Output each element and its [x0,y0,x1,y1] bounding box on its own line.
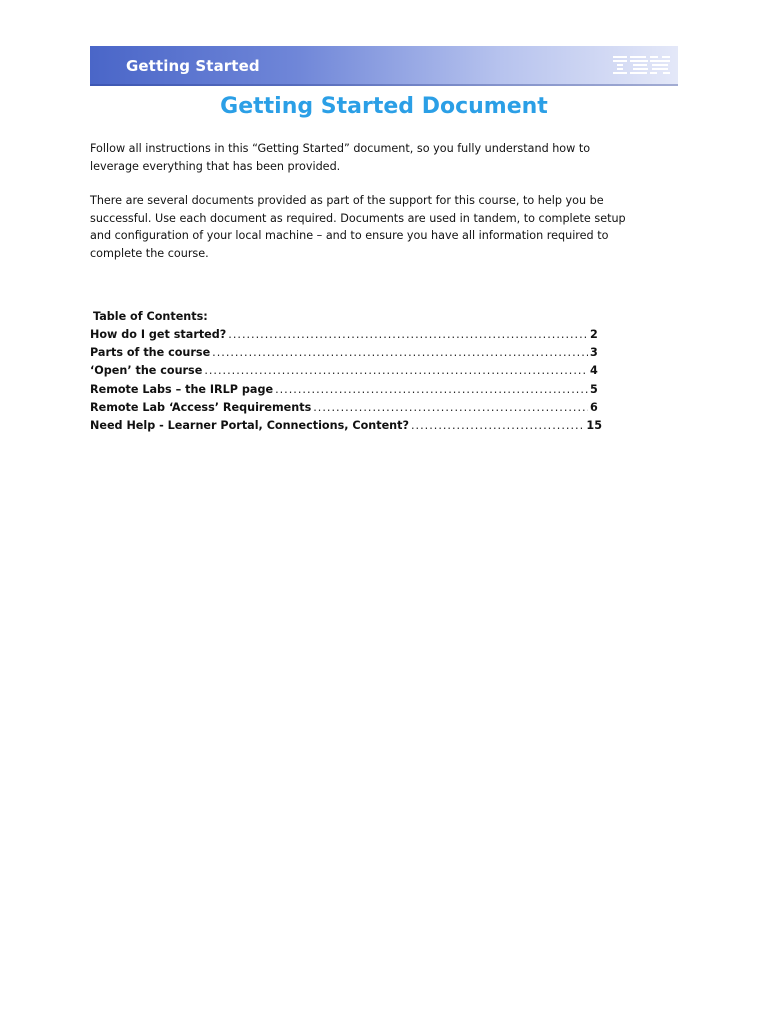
toc-heading: Table of Contents: [93,310,208,323]
toc-leader-dots [212,346,588,359]
toc-entry-page: 5 [590,382,598,396]
toc-entry-page: 6 [590,400,598,414]
header-banner [90,46,678,86]
toc-entry-label: Need Help - Learner Portal, Connections, Content? [90,418,409,432]
toc-entry-label: ‘Open’ the course [90,364,203,378]
toc-leader-dots [313,401,588,414]
toc-entry-label: Parts of the course [90,346,211,360]
toc-entry[interactable] [90,328,602,346]
toc-entry-page: 15 [586,418,602,432]
banner-title: Getting Started [126,57,260,75]
table-of-contents [90,328,602,437]
toc-entry[interactable] [90,419,602,437]
support-paragraph: There are several documents provided as part of the support for this course, to help you be successful. Use each document as required. Documents are used in tandem, to complete setup and configuration of your local machine – and to ensure you have all information required to complete the course. [90,194,626,260]
toc-entry[interactable] [90,401,602,419]
toc-entry-page: 3 [590,346,598,360]
ibm-logo [611,53,673,79]
toc-leader-dots [411,419,584,432]
toc-entry-label: Remote Labs – the IRLP page [90,382,274,396]
document-title: Getting Started Document [220,94,548,119]
toc-entry-label: Remote Lab ‘Access’ Requirements [90,400,312,414]
toc-leader-dots [228,328,588,341]
toc-entry-page: 4 [590,364,598,378]
toc-entry-label: How do I get started? [90,328,227,341]
toc-entry-page: 2 [590,328,598,341]
toc-entry[interactable] [90,383,602,401]
toc-entry[interactable] [90,346,602,364]
toc-leader-dots [204,364,588,377]
intro-paragraph: Follow all instructions in this “Getting Started” document, so you fully understand how to leverage everything that has been provided. [90,142,591,173]
toc-leader-dots [275,383,588,396]
toc-entry[interactable] [90,364,602,382]
